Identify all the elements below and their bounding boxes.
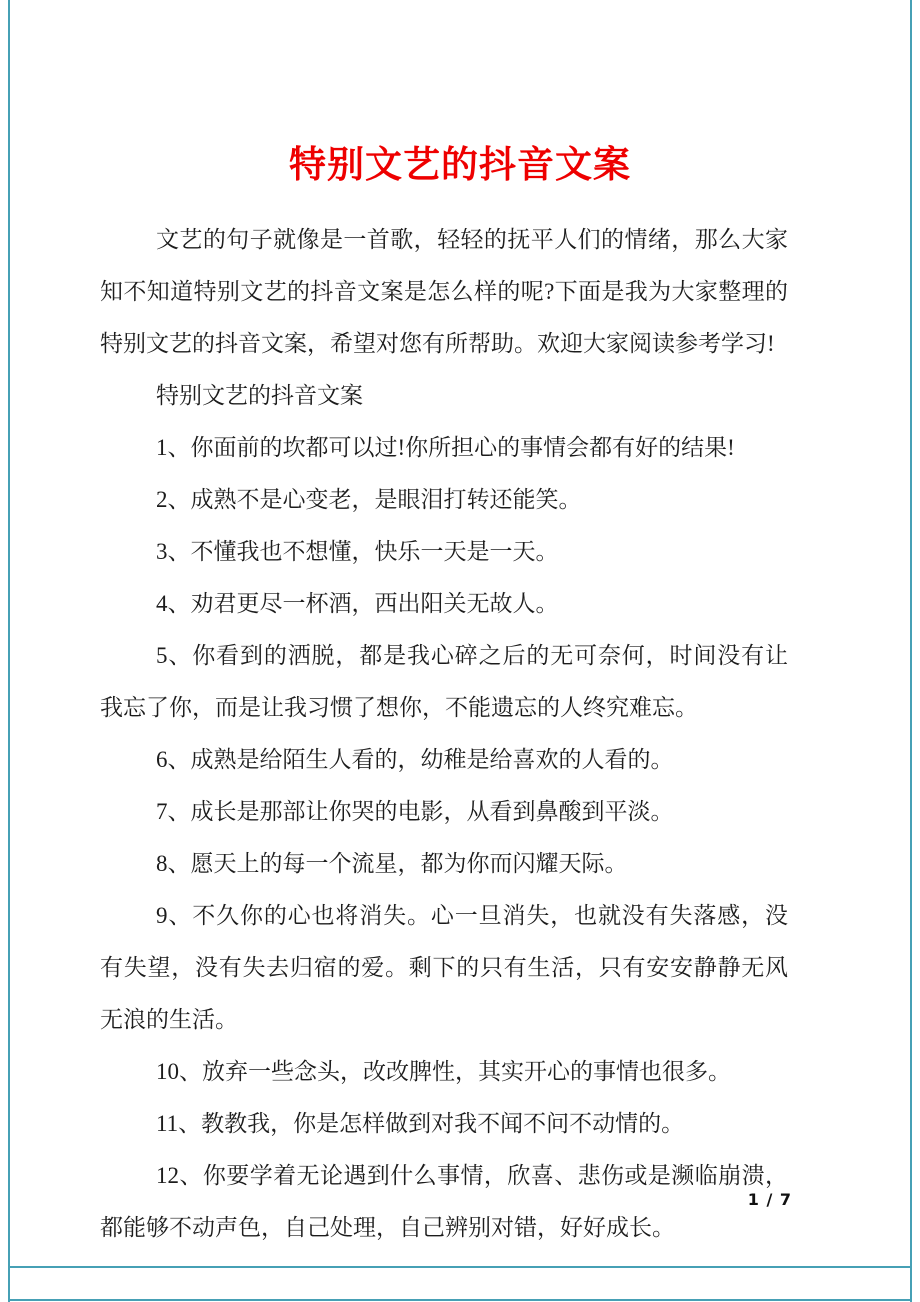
list-item: 10、放弃一些念头，改改脾性，其实开心的事情也很多。 <box>156 1059 731 1084</box>
list-item: 6、成熟是给陌生人看的，幼稚是给喜欢的人看的。 <box>156 747 674 772</box>
list-item: 9、不久你的心也将消失。心一旦消失，也就没有失落感，没有失望，没有失去归宿的爱。剩下的只有生活，只有安安静静无风无浪的生活。 <box>100 903 788 1032</box>
list-item: 7、成长是那部让你哭的电影，从看到鼻酸到平淡。 <box>156 799 674 824</box>
list-item: 8、愿天上的每一个流星，都为你而闪耀天际。 <box>156 851 628 876</box>
page-border-right <box>910 0 912 1302</box>
document-title: 特别文艺的抖音文案 <box>289 145 631 186</box>
document-body <box>100 214 788 1254</box>
page-border-left <box>8 0 10 1302</box>
page-number: 1 / 7 <box>747 1190 792 1209</box>
list-item: 4、劝君更尽一杯酒，西出阳关无故人。 <box>156 591 559 616</box>
list-item: 5、你看到的洒脱，都是我心碎之后的无可奈何，时间没有让我忘了你，而是让我习惯了想你，不能遗忘的人终究难忘。 <box>100 643 788 720</box>
list-item: 12、你要学着无论遇到什么事情，欣喜、悲伤或是濒临崩溃，都能够不动声色，自己处理，自己辨别对错，好好成长。 <box>100 1163 788 1240</box>
list-item: 3、不懂我也不想懂，快乐一天是一天。 <box>156 539 559 564</box>
next-page-border-top <box>8 1299 912 1301</box>
list-item: 11、教教我，你是怎样做到对我不闻不问不动情的。 <box>156 1111 685 1136</box>
section-subtitle: 特别文艺的抖音文案 <box>156 383 363 408</box>
page-border-bottom <box>8 1266 912 1268</box>
intro-paragraph: 文艺的句子就像是一首歌，轻轻的抚平人们的情绪，那么大家知不知道特别文艺的抖音文案是怎么样的呢?下面是我为大家整理的特别文艺的抖音文案，希望对您有所帮助。欢迎大家阅读参考学习! <box>100 227 788 356</box>
list-item: 2、成熟不是心变老，是眼泪打转还能笑。 <box>156 487 582 512</box>
list-item: 1、你面前的坎都可以过!你所担心的事情会都有好的结果! <box>156 435 735 460</box>
